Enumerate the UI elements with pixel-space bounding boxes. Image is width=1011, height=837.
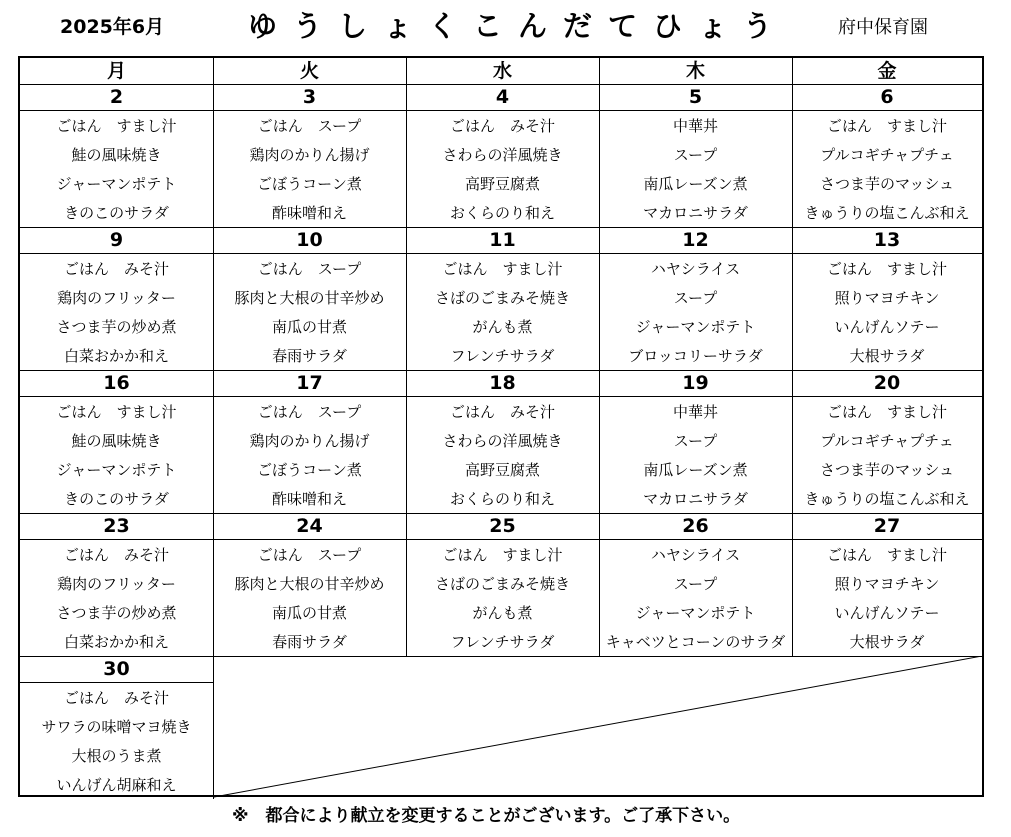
- column-divider: [599, 58, 600, 656]
- day-number: 18: [489, 372, 516, 394]
- menu-item: 鮭の風味焼き: [71, 432, 162, 450]
- day-number: 13: [873, 229, 901, 251]
- weekday-header: 木: [685, 60, 705, 82]
- day-number: 9: [109, 229, 124, 251]
- school-name: 府中保育園: [838, 17, 928, 38]
- day-number: 30: [103, 658, 130, 680]
- menu-item: フレンチサラダ: [450, 633, 555, 651]
- day-number: 10: [296, 229, 323, 251]
- menu-item: 鶏肉のかりん揚げ: [249, 432, 370, 450]
- menu-calendar: [18, 56, 984, 797]
- date-divider: [20, 539, 982, 540]
- menu-item: ハヤシライス: [650, 546, 741, 564]
- menu-item: ごはん みそ汁: [63, 546, 169, 564]
- menu-item: ごはん スープ: [257, 260, 362, 278]
- column-divider: [406, 58, 407, 656]
- diagonal-line: [214, 656, 982, 797]
- menu-item: 白菜おかか和え: [63, 347, 169, 365]
- menu-item: 白菜おかか和え: [63, 633, 169, 651]
- weekday-header: 火: [299, 60, 319, 82]
- menu-item: 大根サラダ: [849, 347, 925, 365]
- menu-item: いんげんソテー: [834, 318, 940, 336]
- menu-item: ごはん すまし汁: [826, 546, 947, 564]
- menu-item: プルコギチャプチェ: [820, 432, 954, 450]
- menu-item: スープ: [673, 289, 718, 307]
- menu-item: ごぼうコーン煮: [257, 175, 362, 193]
- menu-item: ブロッコリーサラダ: [628, 347, 763, 365]
- day-number: 11: [489, 229, 516, 251]
- menu-item: 春雨サラダ: [272, 633, 347, 651]
- weekday-header: 月: [106, 60, 126, 82]
- menu-item: ごはん すまし汁: [826, 260, 947, 278]
- menu-item: いんげんソテー: [834, 604, 940, 622]
- day-number: 25: [489, 515, 516, 537]
- menu-item: ごぼうコーン煮: [257, 461, 362, 479]
- menu-item: さばのごまみそ焼き: [434, 575, 570, 593]
- weekday-header: 水: [492, 60, 512, 82]
- weekday-header: 金: [877, 60, 897, 82]
- day-number: 23: [103, 515, 130, 537]
- menu-item: ジャーマンポテト: [56, 175, 177, 193]
- menu-item: 高野豆腐煮: [464, 175, 540, 193]
- footer-note: ※ 都合により献立を変更することがございます。ご了承下さい。: [232, 806, 741, 826]
- menu-item: ごはん スープ: [257, 546, 362, 564]
- menu-item: きゅうりの塩こんぶ和え: [804, 204, 970, 222]
- menu-item: 高野豆腐煮: [464, 461, 540, 479]
- menu-item: 鮭の風味焼き: [71, 146, 162, 164]
- menu-item: いんげん胡麻和え: [56, 776, 177, 794]
- menu-item: 鶏肉のフリッター: [57, 289, 176, 307]
- menu-item: サワラの味噌マヨ焼き: [41, 718, 192, 736]
- day-number: 19: [682, 372, 709, 394]
- day-number: 12: [682, 229, 709, 251]
- menu-item: フレンチサラダ: [450, 347, 555, 365]
- menu-item: ごはん みそ汁: [449, 403, 555, 421]
- menu-title: ゆうしょくこんだてひょう: [248, 9, 789, 43]
- menu-item: 中華丼: [672, 403, 718, 421]
- menu-item: おくらのり和え: [449, 204, 555, 222]
- menu-item: マカロニサラダ: [643, 204, 748, 222]
- date-divider: [20, 253, 982, 254]
- menu-item: 酢味噌和え: [271, 204, 347, 222]
- menu-item: スープ: [673, 575, 718, 593]
- day-number: 27: [873, 515, 901, 537]
- menu-item: 南瓜の甘煮: [271, 604, 347, 622]
- menu-item: きのこのサラダ: [64, 204, 169, 222]
- menu-item: ジャーマンポテト: [635, 318, 756, 336]
- menu-item: ジャーマンポテト: [56, 461, 177, 479]
- menu-item: 南瓜レーズン煮: [643, 461, 748, 479]
- menu-item: さわらの洋風焼き: [442, 432, 563, 450]
- menu-item: さつま芋の炒め煮: [56, 604, 177, 622]
- menu-item: さつま芋のマッシュ: [819, 175, 955, 193]
- menu-item: ごはん スープ: [257, 403, 362, 421]
- menu-item: さつま芋の炒め煮: [56, 318, 177, 336]
- menu-item: 大根サラダ: [849, 633, 925, 651]
- menu-item: きゅうりの塩こんぶ和え: [804, 490, 970, 508]
- day-number: 20: [873, 372, 901, 394]
- menu-item: 豚肉と大根の甘辛炒め: [234, 289, 385, 307]
- menu-item: 南瓜レーズン煮: [643, 175, 748, 193]
- day-number: 26: [682, 515, 709, 537]
- day-number: 6: [880, 86, 894, 108]
- column-divider: [213, 58, 214, 656]
- menu-item: 中華丼: [672, 117, 718, 135]
- menu-item: おくらのり和え: [449, 490, 555, 508]
- date-divider: [20, 396, 982, 397]
- empty-days-diagonal: [214, 656, 982, 799]
- menu-item: ごはん すまし汁: [56, 403, 177, 421]
- day-number: 3: [302, 86, 317, 108]
- menu-item: ごはん スープ: [257, 117, 362, 135]
- menu-item: マカロニサラダ: [643, 490, 748, 508]
- menu-item: 照りマヨチキン: [834, 575, 940, 593]
- menu-item: ごはん すまし汁: [826, 403, 947, 421]
- menu-item: 照りマヨチキン: [834, 289, 940, 307]
- menu-item: キャベツとコーンのサラダ: [605, 633, 786, 651]
- menu-item: がんも煮: [472, 318, 533, 336]
- menu-item: プルコギチャプチェ: [820, 146, 954, 164]
- day-number: 4: [495, 86, 510, 108]
- menu-item: 春雨サラダ: [272, 347, 347, 365]
- menu-item: さつま芋のマッシュ: [819, 461, 955, 479]
- menu-item: 大根のうま煮: [71, 747, 162, 765]
- month-label: 2025年6月: [60, 16, 165, 38]
- day-number: 2: [109, 86, 124, 108]
- menu-item: ごはん みそ汁: [449, 117, 555, 135]
- day-number: 24: [296, 515, 323, 537]
- menu-item: ハヤシライス: [650, 260, 741, 278]
- day-number: 17: [296, 372, 323, 394]
- menu-item: がんも煮: [472, 604, 533, 622]
- menu-item: 南瓜の甘煮: [271, 318, 347, 336]
- menu-item: きのこのサラダ: [64, 490, 169, 508]
- column-divider: [792, 58, 793, 656]
- date-divider: [20, 110, 982, 111]
- date-divider: [20, 682, 213, 683]
- menu-item: 鶏肉のフリッター: [57, 575, 176, 593]
- menu-item: ごはん すまし汁: [56, 117, 177, 135]
- menu-item: ジャーマンポテト: [635, 604, 756, 622]
- menu-item: ごはん すまし汁: [442, 546, 563, 564]
- menu-item: ごはん すまし汁: [826, 117, 947, 135]
- menu-item: ごはん みそ汁: [63, 260, 169, 278]
- menu-item: ごはん すまし汁: [442, 260, 563, 278]
- menu-item: さばのごまみそ焼き: [434, 289, 570, 307]
- menu-item: ごはん みそ汁: [63, 689, 169, 707]
- day-number: 5: [688, 86, 703, 108]
- menu-item: スープ: [673, 432, 718, 450]
- menu-item: 鶏肉のかりん揚げ: [249, 146, 370, 164]
- day-number: 16: [103, 372, 130, 394]
- menu-item: スープ: [673, 146, 718, 164]
- menu-item: さわらの洋風焼き: [442, 146, 563, 164]
- menu-item: 酢味噌和え: [271, 490, 347, 508]
- menu-item: 豚肉と大根の甘辛炒め: [234, 575, 385, 593]
